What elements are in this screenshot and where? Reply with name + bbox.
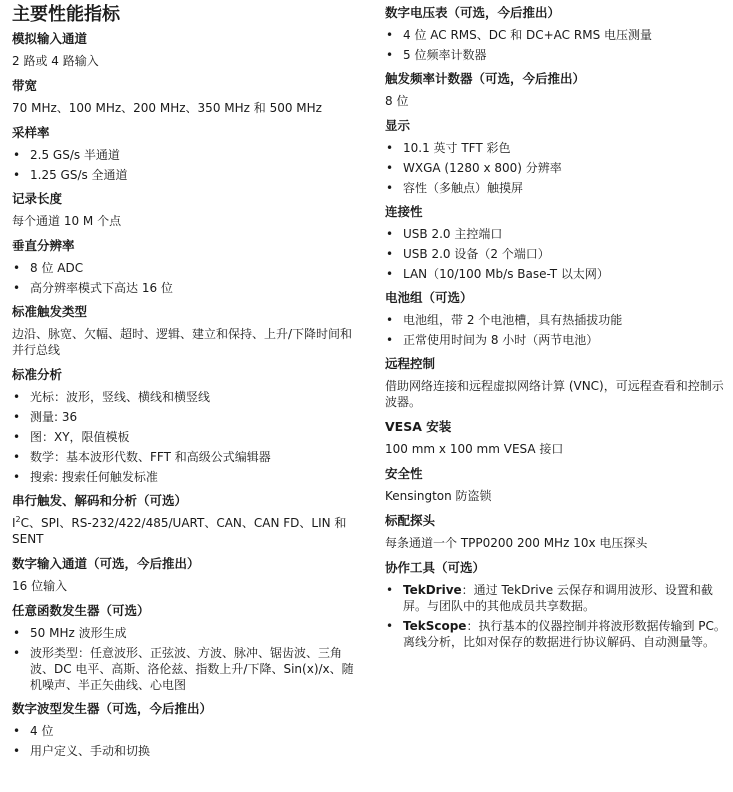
heading-probes: 标配探头 bbox=[385, 513, 436, 528]
section-connectivity bbox=[385, 204, 727, 282]
list-display bbox=[385, 140, 727, 196]
heading-display: 显示 bbox=[385, 118, 411, 133]
list-item: • 容性（多触点）触摸屏 bbox=[385, 180, 727, 196]
section-battery bbox=[385, 290, 727, 348]
section-security bbox=[385, 466, 727, 504]
heading-dvm: 数字电压表（可选，今后推出） bbox=[385, 5, 561, 20]
list-item: • 50 MHz 波形生成 bbox=[12, 625, 364, 641]
section-serial bbox=[12, 493, 364, 547]
section-display bbox=[385, 118, 727, 196]
list-item: • LAN（10/100 Mb/s Base-T 以太网） bbox=[385, 266, 727, 282]
heading-connectivity: 连接性 bbox=[385, 204, 423, 219]
heading-sample-rate: 采样率 bbox=[12, 125, 50, 140]
list-item: • 波形类型：任意波形、正弦波、方波、脉冲、锯齿波、三角波、DC 电平、高斯、洛伦兹、指数上升/下降、Sin(x)/x、随机噪声、半正矢曲线、心电图 bbox=[12, 645, 364, 693]
left-column bbox=[12, 0, 364, 767]
section-dpg bbox=[12, 701, 364, 759]
list-connectivity bbox=[385, 226, 727, 282]
text-remote: 借助网络连接和远程虚拟网络计算 (VNC)，可远程查看和控制示波器。 bbox=[385, 379, 724, 409]
tool-desc: ：执行基本的仪器控制并将波形数据传输到 PC。离线分析，比如对保存的数据进行协议解码、自动测量等。 bbox=[403, 619, 726, 649]
list-item bbox=[385, 582, 727, 614]
heading-security: 安全性 bbox=[385, 466, 423, 481]
list-tools bbox=[385, 582, 727, 650]
text-analog-inputs: 2 路或 4 路输入 bbox=[12, 54, 99, 68]
section-sample-rate bbox=[12, 125, 364, 183]
list-item: • 正常使用时间为 8 小时（两节电池） bbox=[385, 332, 727, 348]
list-item: • 用户定义、手动和切换 bbox=[12, 743, 364, 759]
right-column bbox=[385, 5, 727, 658]
list-item: • 1.25 GS/s 全通道 bbox=[12, 167, 364, 183]
section-digital-inputs bbox=[12, 556, 364, 594]
section-analysis bbox=[12, 367, 364, 485]
text-trigger-counter: 8 位 bbox=[385, 94, 409, 108]
section-remote bbox=[385, 356, 727, 410]
text-serial bbox=[12, 515, 364, 547]
text-digital-inputs: 16 位输入 bbox=[12, 579, 68, 593]
list-battery bbox=[385, 312, 727, 348]
heading-vertical-resolution: 垂直分辨率 bbox=[12, 238, 75, 253]
list-item: • USB 2.0 设备（2 个端口） bbox=[385, 246, 727, 262]
section-vesa bbox=[385, 419, 727, 457]
list-item: • 4 位 bbox=[12, 723, 364, 739]
tool-desc: ：通过 TekDrive 云保存和调用波形、设置和截屏。与团队中的其他成员共享数据。 bbox=[403, 583, 713, 613]
list-dvm bbox=[385, 27, 727, 63]
list-dpg bbox=[12, 723, 364, 759]
list-item: • 测量: 36 bbox=[12, 409, 364, 425]
heading-vesa: VESA 安装 bbox=[385, 419, 452, 434]
section-tools bbox=[385, 560, 727, 650]
heading-serial: 串行触发、解码和分析（可选） bbox=[12, 493, 188, 508]
list-vertical-resolution bbox=[12, 260, 364, 296]
list-item: • WXGA (1280 x 800) 分辨率 bbox=[385, 160, 727, 176]
section-afg bbox=[12, 603, 364, 693]
serial-prefix: I bbox=[12, 516, 16, 530]
section-analog-inputs bbox=[12, 31, 364, 69]
list-item: • 4 位 AC RMS、DC 和 DC+AC RMS 电压测量 bbox=[385, 27, 727, 43]
list-item bbox=[385, 618, 727, 650]
heading-remote: 远程控制 bbox=[385, 356, 436, 371]
section-vertical-resolution bbox=[12, 238, 364, 296]
text-bandwidth: 70 MHz、100 MHz、200 MHz、350 MHz 和 500 MHz bbox=[12, 101, 322, 115]
list-item: • USB 2.0 主控端口 bbox=[385, 226, 727, 242]
section-dvm bbox=[385, 5, 727, 63]
list-item: • 5 位频率计数器 bbox=[385, 47, 727, 63]
text-trigger-types: 边沿、脉宽、欠幅、超时、逻辑、建立和保持、上升/下降时间和并行总线 bbox=[12, 327, 353, 357]
tool-name: TekDrive bbox=[403, 583, 462, 597]
serial-superscript: 2 bbox=[15, 515, 21, 524]
text-probes: 每条通道一个 TPP0200 200 MHz 10x 电压探头 bbox=[385, 536, 648, 550]
list-item: • 数学：基本波形代数、FFT 和高级公式编辑器 bbox=[12, 449, 364, 465]
heading-record-length: 记录长度 bbox=[12, 191, 63, 206]
section-bandwidth bbox=[12, 78, 364, 116]
heading-tools: 协作工具（可选） bbox=[385, 560, 486, 575]
section-trigger-types bbox=[12, 304, 364, 358]
list-analysis bbox=[12, 389, 364, 485]
heading-trigger-types: 标准触发类型 bbox=[12, 304, 88, 319]
list-afg bbox=[12, 625, 364, 693]
heading-digital-inputs: 数字输入通道（可选，今后推出） bbox=[12, 556, 200, 571]
heading-battery: 电池组（可选） bbox=[385, 290, 473, 305]
section-trigger-counter bbox=[385, 71, 727, 109]
list-item: • 2.5 GS/s 半通道 bbox=[12, 147, 364, 163]
list-item: • 光标：波形，竖线、横线和横竖线 bbox=[12, 389, 364, 405]
list-item: • 搜索: 搜索任何触发标准 bbox=[12, 469, 364, 485]
list-item: • 电池组，带 2 个电池槽，具有热插拔功能 bbox=[385, 312, 727, 328]
tool-name: TekScope bbox=[403, 619, 467, 633]
text-record-length: 每个通道 10 M 个点 bbox=[12, 214, 122, 228]
heading-bandwidth: 带宽 bbox=[12, 78, 38, 93]
serial-protocols: C、SPI、RS-232/422/485/UART、CAN、CAN FD、LIN 和 SENT bbox=[12, 516, 347, 546]
list-item: • 图：XY，限值模板 bbox=[12, 429, 364, 445]
section-record-length bbox=[12, 191, 364, 229]
page-title: 主要性能指标 bbox=[12, 4, 120, 25]
text-vesa: 100 mm x 100 mm VESA 接口 bbox=[385, 442, 564, 456]
list-sample-rate bbox=[12, 147, 364, 183]
heading-trigger-counter: 触发频率计数器（可选，今后推出） bbox=[385, 71, 586, 86]
list-item: • 高分辨率模式下高达 16 位 bbox=[12, 280, 364, 296]
heading-analog-inputs: 模拟输入通道 bbox=[12, 31, 88, 46]
section-probes bbox=[385, 513, 727, 551]
heading-analysis: 标准分析 bbox=[12, 367, 63, 382]
heading-dpg: 数字波型发生器（可选，今后推出） bbox=[12, 701, 213, 716]
heading-afg: 任意函数发生器（可选） bbox=[12, 603, 150, 618]
list-item: • 10.1 英寸 TFT 彩色 bbox=[385, 140, 727, 156]
list-item: • 8 位 ADC bbox=[12, 260, 364, 276]
text-security: Kensington 防盗锁 bbox=[385, 489, 492, 503]
